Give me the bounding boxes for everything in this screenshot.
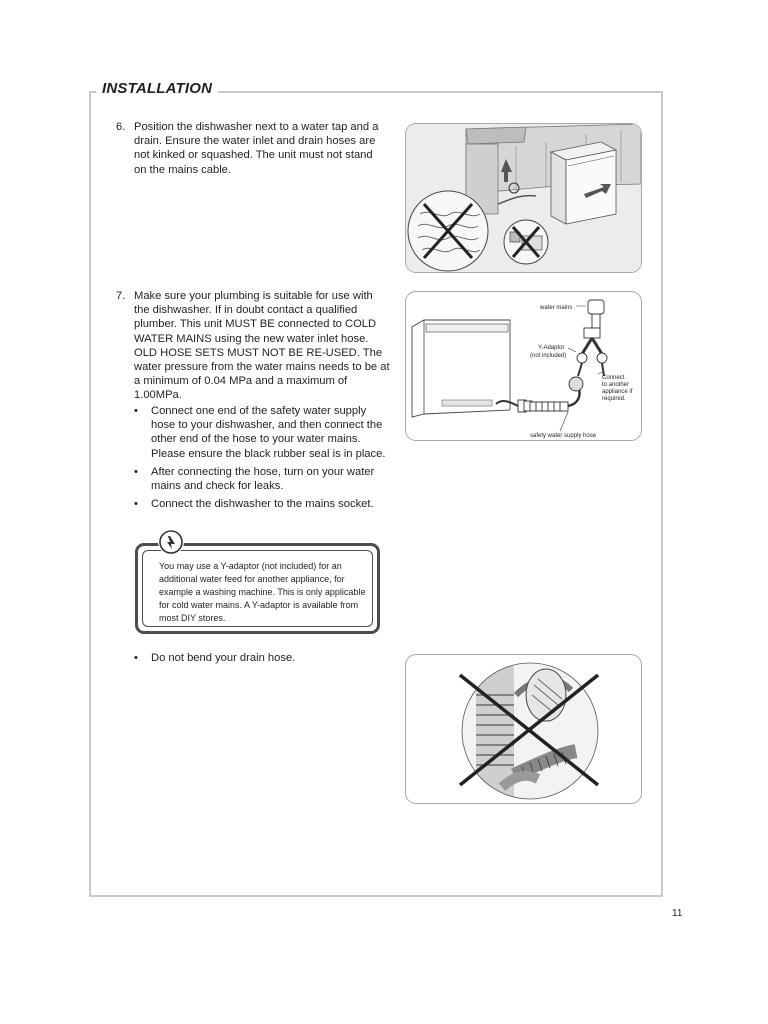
section-title: INSTALLATION <box>96 80 218 97</box>
step-number: 6. <box>116 121 126 133</box>
step-text: Position the dishwasher next to a water tap and a drain. Ensure the water inlet and drain hoses are not kinked or squashed. The unit must not stand on the mains cable. <box>134 121 379 176</box>
label-not-included: (not included) <box>530 353 567 359</box>
note-box <box>135 543 380 634</box>
label-connect-1: Connect <box>602 375 625 381</box>
step-7-bullets <box>134 404 389 511</box>
label-connect-4: required. <box>602 396 626 402</box>
list-item: • Connect one end of the safety water supply hose to your dishwasher, and then connect the other end of the hose to your water mains. Please ensure the black rubber seal is in place. <box>134 405 386 460</box>
drain-bullets <box>134 651 389 665</box>
list-item: • After connecting the hose, turn on your water mains and check for leaks. <box>134 465 375 493</box>
step-number: 7. <box>116 290 126 302</box>
step-text: Make sure your plumbing is suitable for use with the dishwasher. If in doubt contact a qualified plumber. This unit MUST BE connected to COLD WATER MAINS using the new water inlet hose. OLD HOSE SETS MUST NOT BE RE-USED. The water pressure from the water mains needs to be at a minimum of 0.04 MPa and a maximum of 1.00MPa. <box>134 290 390 402</box>
step-7 <box>116 289 391 403</box>
label-water-mains: water mains <box>540 305 573 311</box>
hand-pointer-icon <box>158 529 184 555</box>
label-safety-hose: safety water supply hose <box>530 433 597 439</box>
page-number: 11 <box>672 908 683 919</box>
step-6 <box>116 120 386 177</box>
label-y-adaptor: Y-Adaptor <box>538 345 565 351</box>
list-item: • Do not bend your drain hose. <box>134 652 296 664</box>
label-connect-3: appliance if <box>602 389 633 395</box>
list-item: • Connect the dishwasher to the mains socket. <box>134 498 374 511</box>
note-text: You may use a Y-adaptor (not included) for an additional water feed for another appliance, for example a washing machine. This is only applicable for cold water mains. A Y-adaptor is available from most DIY stores. <box>142 550 373 627</box>
drain-hose-illustration <box>405 654 642 804</box>
installation-illustration <box>405 123 642 273</box>
label-connect-2: to another <box>602 382 630 388</box>
water-connection-diagram <box>405 291 642 441</box>
